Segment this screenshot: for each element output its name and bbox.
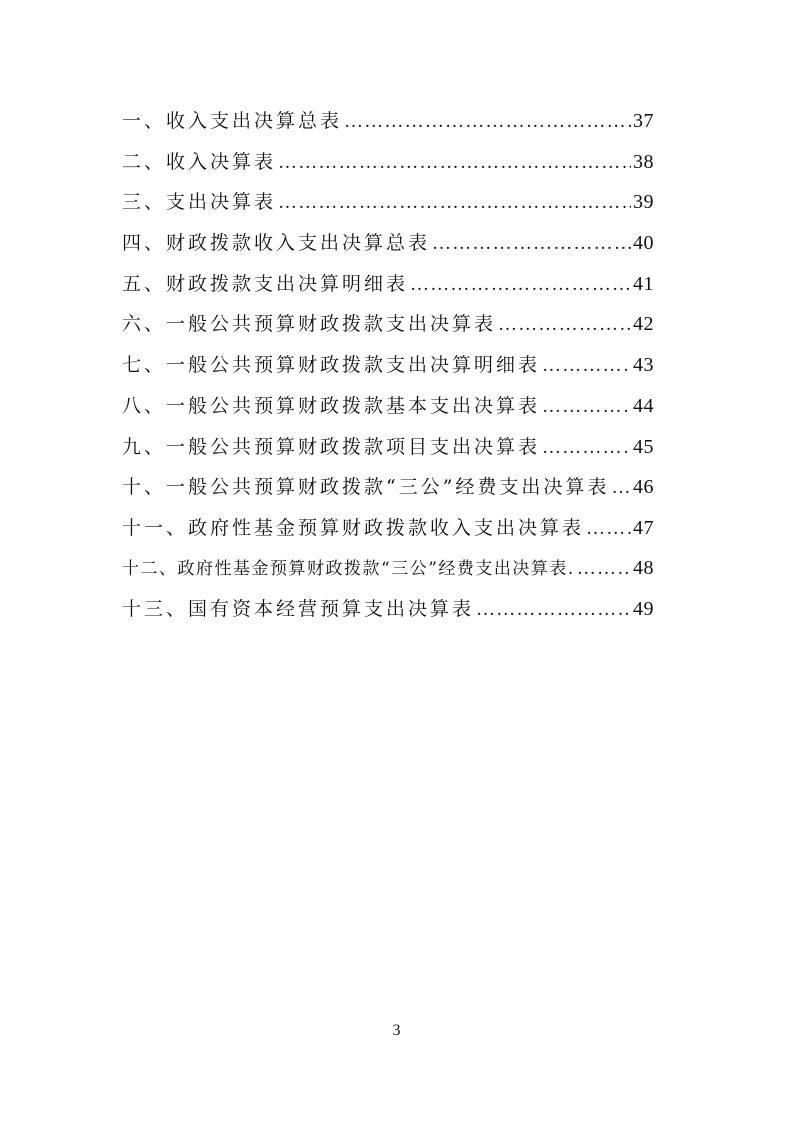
dot-leader bbox=[432, 233, 631, 255]
toc-entry-label: 九、一般公共预算财政拨款项目支出决算表 bbox=[122, 435, 541, 458]
toc-entry-7[interactable] bbox=[122, 350, 654, 391]
toc-entry-label: 八、一般公共预算财政拨款基本支出决算表 bbox=[122, 394, 541, 417]
dot-leader bbox=[278, 192, 631, 214]
dot-leader bbox=[542, 437, 631, 459]
toc-entry-page: 42 bbox=[633, 313, 654, 336]
toc-entry-page: 44 bbox=[633, 394, 654, 417]
toc-entry-page: 45 bbox=[633, 435, 654, 458]
toc-entry-label: 十一、政府性基金预算财政拨款收入支出决算表 bbox=[122, 516, 585, 539]
toc-entry-11[interactable] bbox=[122, 513, 654, 554]
toc-entry-label: 六、一般公共预算财政拨款支出决算表 bbox=[122, 313, 497, 336]
toc-entry-13[interactable] bbox=[122, 594, 654, 635]
toc-entry-12[interactable] bbox=[122, 554, 654, 595]
toc-entry-3[interactable] bbox=[122, 187, 654, 228]
dot-leader bbox=[476, 599, 631, 621]
toc-entry-9[interactable] bbox=[122, 432, 654, 473]
dot-leader bbox=[498, 314, 631, 336]
toc-entry-label: 一、收入支出决算总表 bbox=[122, 110, 343, 132]
toc-entry-label: 五、财政拨款支出决算明细表 bbox=[122, 272, 409, 295]
dot-leader bbox=[611, 477, 631, 499]
toc-entry-page: 41 bbox=[633, 272, 654, 295]
toc-entry-page: 40 bbox=[633, 232, 654, 255]
dot-leader bbox=[577, 558, 631, 580]
dot-leader bbox=[586, 518, 631, 540]
toc-entry-2[interactable] bbox=[122, 147, 654, 188]
toc-entry-4[interactable] bbox=[122, 228, 654, 269]
toc-entry-label: 三、支出决算表 bbox=[122, 191, 277, 214]
table-of-contents bbox=[122, 106, 654, 635]
dot-leader bbox=[344, 111, 631, 133]
toc-entry-page: 37 bbox=[633, 110, 654, 132]
toc-entry-label: 四、财政拨款收入支出决算总表 bbox=[122, 232, 431, 255]
toc-entry-8[interactable] bbox=[122, 391, 654, 432]
toc-entry-page: 47 bbox=[633, 516, 654, 539]
toc-entry-page: 43 bbox=[633, 354, 654, 377]
toc-entry-page: 46 bbox=[633, 476, 654, 499]
toc-entry-label: 七、一般公共预算财政拨款支出决算明细表 bbox=[122, 354, 541, 377]
dot-leader bbox=[542, 355, 631, 377]
toc-entry-label: 十二、政府性基金预算财政拨款“三公”经费支出决算表. bbox=[122, 558, 575, 579]
toc-entry-page: 48 bbox=[633, 556, 654, 579]
toc-entry-6[interactable] bbox=[122, 309, 654, 350]
dot-leader bbox=[410, 274, 631, 296]
page-number: 3 bbox=[392, 1022, 401, 1039]
dot-leader bbox=[542, 396, 631, 418]
toc-entry-1[interactable] bbox=[122, 106, 654, 147]
toc-entry-label: 十、一般公共预算财政拨款“三公”经费支出决算表 bbox=[122, 476, 610, 499]
toc-entry-10[interactable] bbox=[122, 472, 654, 513]
toc-entry-page: 38 bbox=[633, 150, 654, 173]
dot-leader bbox=[278, 152, 631, 174]
toc-entry-label: 十三、国有资本经营预算支出决算表 bbox=[122, 598, 475, 621]
toc-entry-5[interactable] bbox=[122, 269, 654, 310]
toc-entry-page: 49 bbox=[633, 598, 654, 621]
toc-entry-label: 二、收入决算表 bbox=[122, 150, 277, 173]
toc-entry-page: 39 bbox=[633, 191, 654, 214]
